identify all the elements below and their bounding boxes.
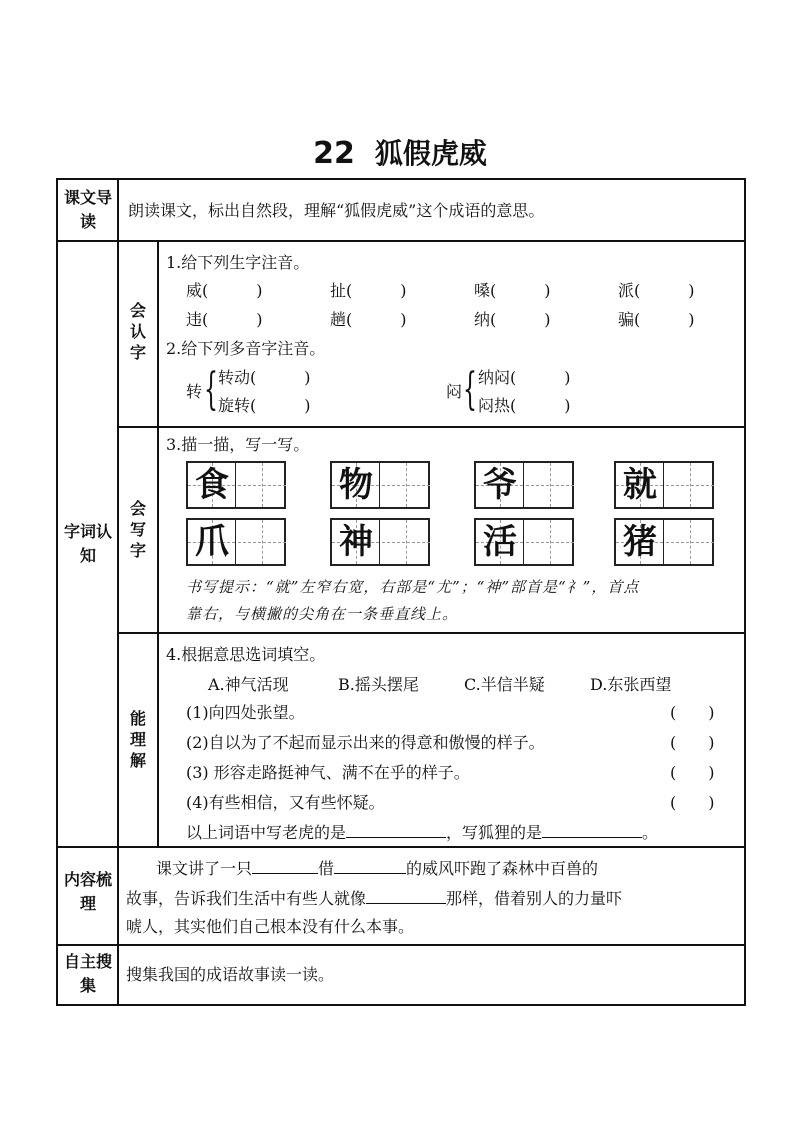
summary-text: 以上词语中写老虎的是: [186, 823, 347, 842]
write-subheader: 会写字: [129, 499, 146, 560]
practice-character: 神: [339, 522, 373, 562]
content-line: 唬人，其实他们自己根本没有什么本事。: [126, 917, 415, 936]
polyphone-word: 转动( ): [218, 368, 311, 387]
answer-paren: ( ): [670, 793, 715, 812]
writing-tip-line: 书写提示：“就”左窄右宽，右部是“尤”；“神”部首是“礻”，首点: [186, 578, 640, 596]
polyphone-word: 闷热( ): [478, 396, 571, 415]
row-divider: [58, 944, 744, 946]
polyphone-char: 闷: [446, 382, 463, 401]
q1-title: 1.给下列生字注音。: [166, 253, 310, 272]
page-title: [0, 132, 800, 172]
q4-item: (4)有些相信，又有些怀疑。: [186, 793, 385, 812]
guide-text: 朗读课文，标出自然段，理解“狐假虎威”这个成语的意思。: [128, 201, 545, 220]
brace-icon: {: [463, 364, 477, 415]
answer-paren: ( ): [670, 733, 715, 752]
answer-paren: ( ): [670, 703, 715, 722]
content-blank[interactable]: [252, 856, 318, 874]
practice-character: 就: [623, 465, 657, 505]
content-header: 内容梳理: [64, 870, 113, 913]
q4-option: A.神气活现: [208, 675, 289, 694]
practice-character: 物: [339, 465, 373, 505]
q1-item: 扯( ): [330, 281, 407, 300]
summary-text: 。: [642, 823, 659, 842]
q1-item: 纳( ): [474, 310, 551, 329]
content-line: [126, 886, 622, 910]
writing-grid: [186, 518, 286, 566]
polyphone-word: 旋转( ): [218, 396, 311, 415]
practice-character: 爪: [195, 522, 229, 562]
writing-tip-line: 靠右，与横撇的尖角在一条垂直线上。: [186, 605, 459, 623]
writing-grid: [186, 461, 286, 509]
q4-summary: [186, 820, 658, 844]
practice-character: 食: [195, 465, 229, 505]
practice-character: 猪: [623, 522, 657, 562]
q3-title: 3.描一描，写一写。: [166, 435, 310, 454]
self-study-text: 搜集我国的成语故事读一读。: [126, 965, 335, 984]
practice-character: 活: [483, 522, 517, 562]
q1-item: 嗓( ): [474, 281, 551, 300]
writing-grid: [474, 461, 574, 509]
q2-title: 2.给下列多音字注音。: [166, 339, 326, 358]
writing-grid: [614, 518, 714, 566]
content-text: 的威风吓跑了森林中百兽的: [406, 859, 599, 878]
sub-row-divider: [117, 632, 744, 634]
sub-row-divider: [117, 426, 744, 428]
content-text: 那样，借着别人的力量吓: [446, 889, 623, 908]
q1-item: 违( ): [186, 310, 263, 329]
content-blank[interactable]: [334, 856, 406, 874]
brace-icon: {: [204, 364, 218, 415]
writing-grid: [330, 518, 430, 566]
q4-option: C.半信半疑: [464, 675, 545, 694]
q4-item: (3) 形容走路挺神气、满不在乎的样子。: [186, 763, 470, 782]
row-divider: [58, 240, 744, 242]
q4-item: (2)自以为了不起而显示出来的得意和傲慢的样子。: [186, 733, 545, 752]
summary-text: ，写狐狸的是: [446, 823, 543, 842]
content-blank[interactable]: [366, 886, 446, 904]
lesson-number: 22: [313, 136, 355, 171]
row-divider: [58, 846, 744, 848]
self-study-header: 自主搜集: [64, 952, 113, 995]
q1-item: 骗( ): [618, 310, 695, 329]
content-text: 课文讲了一只: [156, 859, 253, 878]
worksheet-table: [56, 178, 746, 1006]
practice-character: 爷: [483, 465, 517, 505]
q1-item: 趟( ): [330, 310, 407, 329]
polyphone-char: 转: [186, 382, 203, 401]
writing-grid: [474, 518, 574, 566]
q4-title: 4.根据意思选词填空。: [166, 645, 326, 664]
content-text: 故事，告诉我们生活中有些人就像: [126, 889, 367, 908]
header-column-divider: [117, 180, 119, 1006]
vocab-header: 字词认知: [64, 522, 113, 565]
q4-option: D.东张西望: [590, 675, 672, 694]
ability-subheader: 能理解: [129, 709, 146, 770]
q4-item: (1)向四处张望。: [186, 703, 305, 722]
guide-header: 课文导读: [64, 188, 113, 231]
recognize-subheader: 会认字: [129, 301, 146, 362]
content-line: [156, 856, 598, 880]
tiger-answer-blank[interactable]: [346, 820, 446, 838]
q1-item: 派( ): [618, 281, 695, 300]
answer-paren: ( ): [670, 763, 715, 782]
polyphone-word: 纳闷( ): [478, 368, 571, 387]
writing-grid: [330, 461, 430, 509]
fox-answer-blank[interactable]: [542, 820, 642, 838]
content-text: 借: [318, 859, 335, 878]
sub-column-divider: [157, 240, 159, 846]
lesson-title: 狐假虎威: [374, 137, 487, 170]
q4-option: B.摇头摆尾: [338, 675, 419, 694]
q1-item: 威( ): [186, 281, 263, 300]
writing-grid: [614, 461, 714, 509]
